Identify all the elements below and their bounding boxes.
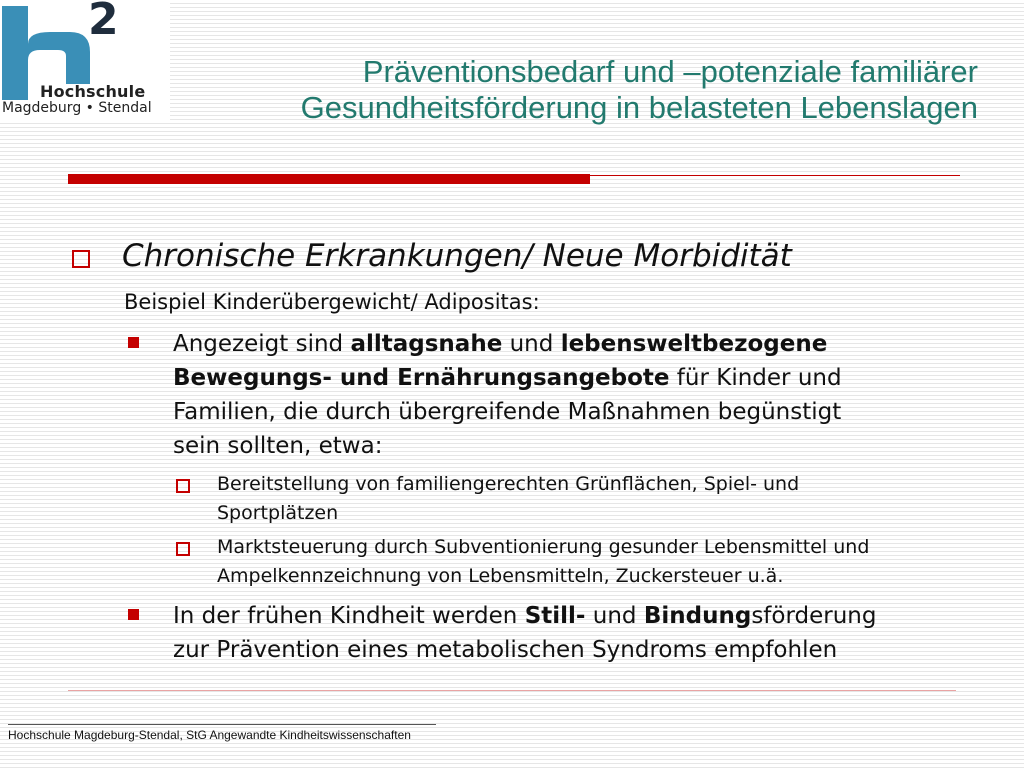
logo-superscript: 2	[88, 0, 119, 45]
bullet-1-line-4: sein sollten, etwa:	[173, 433, 383, 459]
title-line-1: Präventionsbedarf und –potenziale familiärer	[362, 54, 978, 89]
logo-text-hochschule: Hochschule	[40, 82, 146, 101]
sub-bullet-1-line-1: Bereitstellung von familiengerechten Grünflächen, Spiel- und	[217, 473, 800, 495]
hollow-square-bullet-icon	[72, 250, 90, 268]
title-line-2: Gesundheitsförderung in belasteten Lebenslagen	[300, 90, 978, 125]
title-underline-thick	[68, 174, 590, 184]
content-bottom-divider	[68, 690, 956, 691]
slide-title	[218, 54, 978, 126]
bullet-2-line-1: In der frühen Kindheit werden Still- und Bindungsförderung	[173, 603, 877, 629]
hollow-square-bullet-icon	[176, 479, 190, 493]
sub-bullet-2-line-2: Ampelkennzeichnung von Lebensmitteln, Zuckersteuer u.ä.	[217, 565, 784, 587]
bullet-1-line-3: Familien, die durch übergreifende Maßnahmen begünstigt	[173, 399, 842, 425]
footer-text: Hochschule Magdeburg-Stendal, StG Angewandte Kindheitswissenschaften	[8, 728, 411, 742]
section-heading-text: Chronische Erkrankungen/ Neue Morbidität	[122, 238, 792, 274]
bullet-2-line-2: zur Prävention eines metabolischen Syndroms empfohlen	[173, 637, 838, 663]
sub-bullet-2-line-1: Marktsteuerung durch Subventionierung gesunder Lebensmittel und	[217, 536, 870, 558]
filled-square-bullet-icon	[128, 609, 139, 620]
bullet-1-line-2: Bewegungs- und Ernährungsangebote für Kinder und	[173, 365, 842, 391]
hollow-square-bullet-icon	[176, 542, 190, 556]
bullet-1-line-1: Angezeigt sind alltagsnahe und lebensweltbezogene	[173, 331, 828, 357]
sub-bullet-1-line-2: Sportplätzen	[217, 502, 339, 524]
logo-text-city: Magdeburg • Stendal	[2, 100, 152, 116]
university-logo	[0, 0, 170, 120]
title-underline-thin	[590, 175, 960, 176]
section-subheading: Beispiel Kinderübergewicht/ Adipositas:	[124, 290, 540, 314]
filled-square-bullet-icon	[128, 337, 139, 348]
footer-divider	[8, 724, 436, 725]
